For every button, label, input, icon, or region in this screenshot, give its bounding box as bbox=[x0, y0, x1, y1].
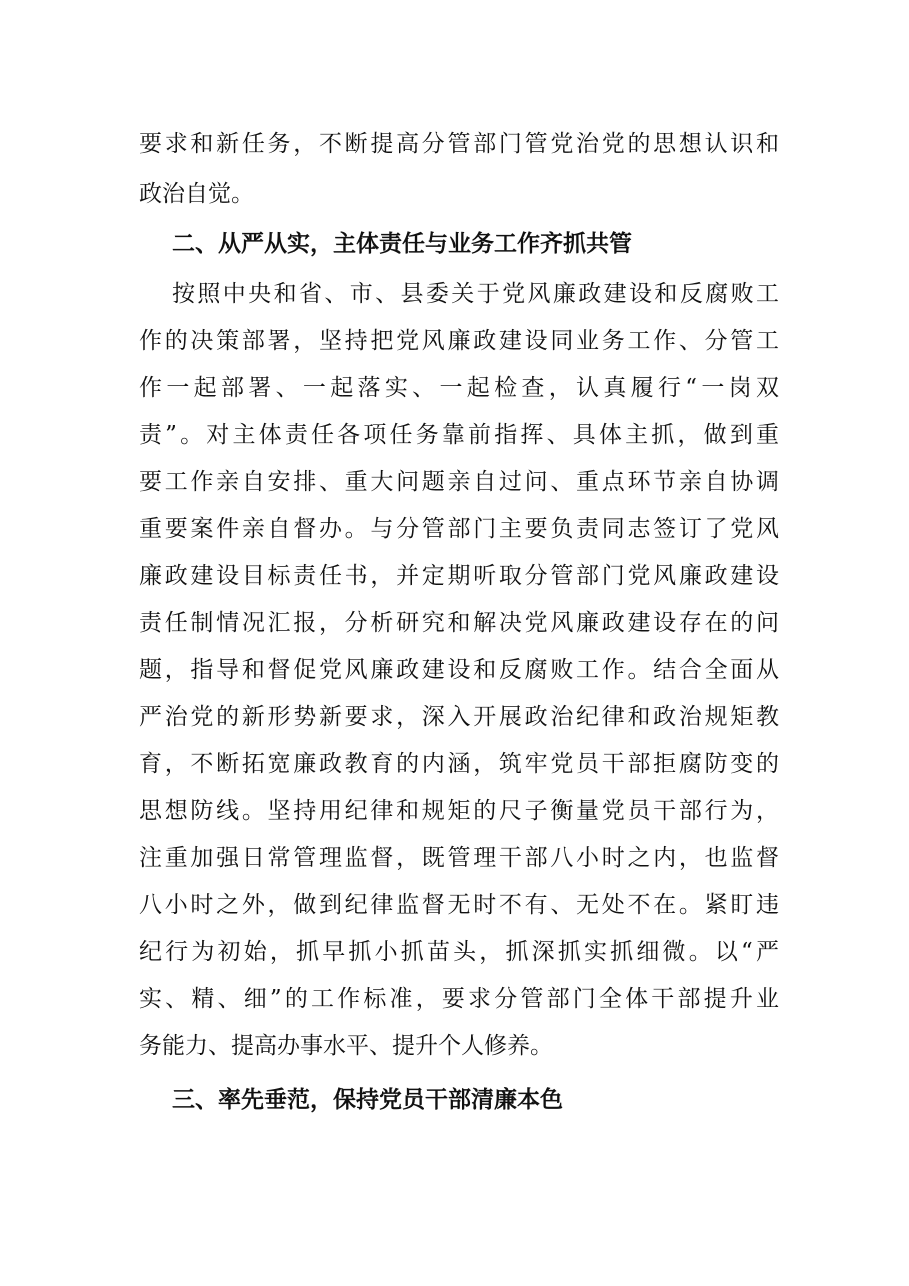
paragraph-line: 要工作亲自安排、重大问题亲自过问、重点环节亲自协调 bbox=[139, 469, 779, 495]
section-heading-2: 二、从严从实，主体责任与业务工作齐抓共管 bbox=[172, 231, 632, 257]
paragraph-line: 廉政建设目标责任书，并定期听取分管部门党风廉政建设 bbox=[139, 563, 779, 589]
paragraph-line: 务能力、提高办事水平、提升个人修养。 bbox=[139, 1033, 553, 1059]
paragraph-line: 政治自觉。 bbox=[139, 181, 254, 207]
paragraph-line: 重要案件亲自督办。与分管部门主要负责同志签订了党风 bbox=[139, 516, 779, 542]
section-heading-3: 三、率先垂范，保持党员干部清廉本色 bbox=[172, 1087, 563, 1113]
paragraph-line: 育，不断拓宽廉政教育的内涵，筑牢党员干部拒腐防变的 bbox=[139, 751, 779, 777]
paragraph-line: 纪行为初始，抓早抓小抓苗头，抓深抓实抓细微。以“严 bbox=[139, 939, 779, 965]
paragraph-line: 题，指导和督促党风廉政建设和反腐败工作。结合全面从 bbox=[139, 657, 779, 683]
paragraph-line: 严治党的新形势新要求，深入开展政治纪律和政治规矩教 bbox=[139, 704, 779, 730]
paragraph-line: 思想防线。坚持用纪律和规矩的尺子衡量党员干部行为， bbox=[139, 798, 779, 824]
paragraph-line: 按照中央和省、市、县委关于党风廉政建设和反腐败工 bbox=[172, 281, 779, 307]
paragraph-line: 作的决策部署，坚持把党风廉政建设同业务工作、分管工 bbox=[139, 328, 779, 354]
paragraph-line: 注重加强日常管理监督，既管理干部八小时之内，也监督 bbox=[139, 845, 779, 871]
paragraph-line: 作一起部署、一起落实、一起检查，认真履行“一岗双 bbox=[139, 375, 779, 401]
paragraph-line: 责”。对主体责任各项任务靠前指挥、具体主抓，做到重 bbox=[139, 422, 779, 448]
paragraph-line: 实、精、细”的工作标准，要求分管部门全体干部提升业 bbox=[139, 986, 779, 1012]
paragraph-line: 要求和新任务，不断提高分管部门管党治党的思想认识和 bbox=[139, 131, 779, 157]
paragraph-line: 责任制情况汇报，分析研究和解决党风廉政建设存在的问 bbox=[139, 610, 779, 636]
paragraph-line: 八小时之外，做到纪律监督无时不有、无处不在。紧盯违 bbox=[139, 892, 779, 918]
